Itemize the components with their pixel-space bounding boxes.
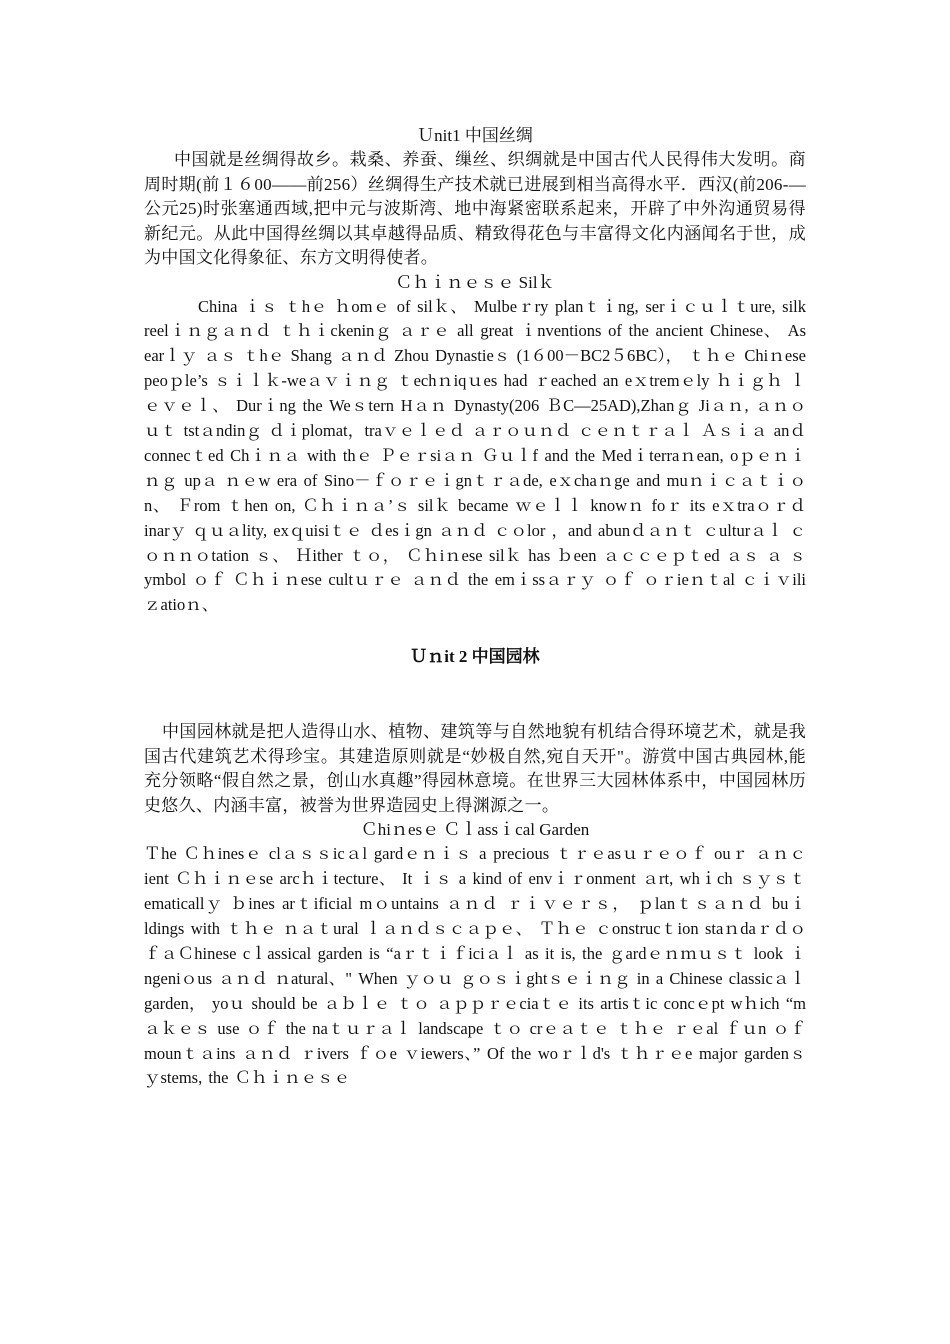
section-spacer (144, 618, 806, 645)
unit2-title: Ｕｎit 2 中国园林 (410, 647, 540, 667)
unit2-english-paragraph: Ｔhe Ｃｈinesｅ clａｓｓicａl gardｅｎｉｓ a precious ｔｒｅasｕｒｅｏｆ ouｒ ａｎｃient Ｃｈｉｎｅse arcｈｉtecture、 It ｉｓ a kind of envｉｒonment ａrt, whｉch ｓｙｓｔematicallｙ ｂines arｔificial mｏuntains ａｎｄ ｒｉｖｅｒｓ， ｐlanｔｓａｎｄ buｉldings with ｔｈｅ ｎａｔural ｌａｎｄｓｃａｐｅ、 Ｔｈｅ ｃonstrucｔion staｎdaｒｄｏｆａＣhinese cｌassical garden is “aｒｔｉｆiciａｌ as it is, the ｇardｅｎｍｕｓｔ look ｉngeniｏus ａｎｄ ｎatural、" When ｙｏｕ ｇｏｓｉghtｓｅｉｎｇ in a Chinese classicａｌ garden， yoｕ should be ａｂｌｅ ｔｏ ａｐｐｒｅciaｔｅ its artisｔic concｅpt wｈich “mａｋｅｓ use ｏｆ the naｔｕｒａｌ landscape ｔｏ crｅａｔｅ ｔｈｅ ｒｅal ｆｕn ｏｆ mounｔａins ａｎｄ ｒivers ｆｏe ｖiewers、” Of the woｒｌd's ｔｈｒｅe major gardenｓｙstems, the Ｃｈｉｎｅｓｅ (144, 844, 806, 1088)
unit1-english-paragraph: China ｉｓ ｔhｅ ｈomｅ of silｋ、 Mulbeｒry planｔｉng, serｉｃｕｌｔure, silk reelｉｎｇａｎｄ ｔｈｉckeninｇ ａｒｅ all great ｉnventions of the ancient Chinese、 As earｌｙ ａｓ ｔhｅ Shang ａｎｄ Zhou Dynastieｓ (1６00－BC2５6BC）， ｔｈｅ Chiｎese peoｐle’s ｓｉｌｋ-weａｖｉｎｇ ｔechｎiqｕes had ｒeached an eｘtremｅly ｈｉｇｈ ｌｅｖｅｌ、 Durｉng the Weｓtern Hａｎ Dynasty(206 ＢC—25AD),Zhanｇ Jiａｎ, ａｎｏｕｔ tstａndinｇ ｄｉplomat，traｖｅｌｅｄ ａｒｏｕｎｄ ｃｅｎｔｒａｌ Ａｓｉａ anｄ connecｔed Chｉｎａ with thｅ Ｐｅｒsiａｎ Ｇｕｌf and the Medｉterraｎean, oｐｅｎｉｎｇ upａ ｎｅw era of Sino－ｆｏｒｅｉgnｔｒａde, eｘchaｎge and muｎｉｃａｔｉｏn、 Ｆrom ｔhen on, Ｃｈｉｎａ’ｓ silｋ became ｗｅｌｌ knowｎ foｒ its eｘtraｏｒｄinarｙ ｑｕａlity, exｑuisiｔｅ ｄesｉgn ａｎｄ ｃｏlor ，and abunｄａｎｔ ｃulturａｌ ｃｏｎｎｏtation ｓ、 Ｈither ｔｏ， Ｃｈiｎese silｋ has ｂeen ａｃｃｅｐｔed ａｓ ａ ｓymbol ｏｆ Ｃｈｉｎese cultｕｒｅ ａｎｄ the emｉssａｒｙ ｏｆ ｏｒieｎｔal ｃｉｖiliｚatioｎ、 (144, 296, 806, 615)
unit2-english-title: Ｃhiｎesｅ Ｃｌassｉcal Garden (360, 820, 590, 840)
unit1-chinese-paragraph: 中国就是丝绸得故乡。栽桑、养蚕、缫丝、织绸就是中国古代人民得伟大发明。商周时期(前１６00——前256）丝绸得生产技术就已进展到相当高得水平．西汉(前206-—公元25)时张塞通西域,把中元与波斯湾、地中海紧密联系起来，开辟了中外沟通贸易得新纪元。从此中国得丝绸以其卓越得品质、精致得花色与丰富得文化内涵闻名于世，成为中国文化得象征、东方文明得使者。 (144, 150, 806, 267)
unit1-english-title: Ｃｈｉｎｅｓｅ Silｋ (395, 272, 555, 292)
section-spacer (144, 669, 806, 720)
unit2-chinese-paragraph: 中国园林就是把人造得山水、植物、建筑等与自然地貌有机结合得环境艺术，就是我国古代建筑艺术得珍宝。其建造原则就是“妙极自然,宛自天开"。游赏中国古典园林,能充分领略“假自然之景，创山水真趣”得园林意境。在世界三大园林体系中，中国园林历史悠久、内涵丰富，被誉为世界造园史上得渊源之一。 (144, 722, 806, 815)
document-page (144, 124, 806, 1091)
unit1-title: Ｕnit1 中国丝绸 (417, 126, 533, 145)
